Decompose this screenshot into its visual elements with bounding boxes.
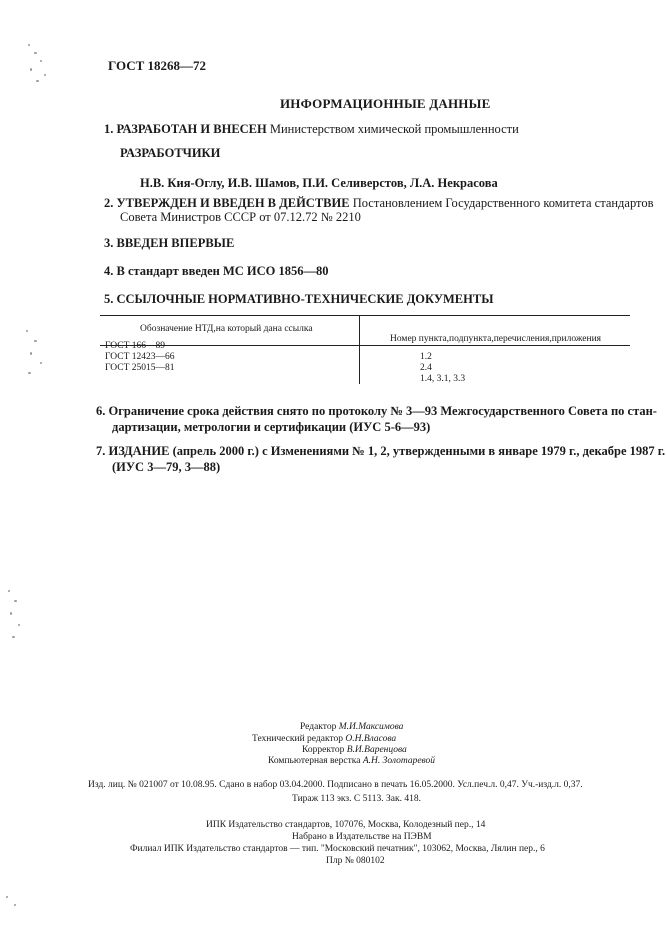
imprint-license-line: Изд. лиц. № 021007 от 10.08.95. Сдано в набор 03.04.2000. Подписано в печать 16.05.2000. Усл.печ.л. 0,47. Уч.-изд.л. 0,37. xyxy=(88,780,583,790)
imprint-name: М.И.Максимова xyxy=(338,722,404,732)
section-heading: ССЫЛОЧНЫЕ НОРМАТИВНО-ТЕХНИЧЕСКИЕ ДОКУМЕНТЫ xyxy=(116,292,494,306)
table-col-ref xyxy=(105,341,175,374)
section-number: 7. xyxy=(96,444,106,458)
section-4 xyxy=(104,264,329,279)
table-header-ref: Обозначение НТД,на который дана ссылка xyxy=(140,324,313,334)
doc-id-header: ГОСТ 18268—72 xyxy=(108,58,207,73)
imprint-branch-line: Филиал ИПК Издательство стандартов — тип. "Московский печатник", 103062, Москва, Лялин пер., 6 xyxy=(130,844,545,854)
section-number: 5. xyxy=(104,292,114,306)
section-number: 2. xyxy=(104,196,114,210)
section-number: 4. xyxy=(104,264,114,278)
imprint-plr-line: Плр № 080102 xyxy=(326,856,385,866)
imprint-tech-editor xyxy=(252,734,396,744)
section-number: 3. xyxy=(104,236,114,250)
developers-list: Н.В. Кия-Оглу, И.В. Шамов, П.И. Селиверстов, Л.А. Некрасова xyxy=(140,176,498,190)
imprint-label: Корректор xyxy=(302,745,345,755)
section-3 xyxy=(104,236,234,251)
section-number: 1. xyxy=(104,122,114,136)
table-cell-clause: 2.4 xyxy=(420,363,432,373)
imprint-print-line: Тираж 113 экз. С 5113. Зак. 418. xyxy=(292,794,421,804)
section-2 xyxy=(104,196,654,211)
section-heading: УТВЕРЖДЕН И ВВЕДЕН В ДЕЙСТВИЕ xyxy=(116,196,350,210)
imprint-editor xyxy=(300,722,403,732)
table-header-clause: Номер пункта,подпункта,перечисления,приложения xyxy=(390,334,602,344)
page-title: ИНФОРМАЦИОННЫЕ ДАННЫЕ xyxy=(280,96,491,111)
section-2-line-2: Совета Министров СССР от 07.12.72 № 2210 xyxy=(120,210,361,224)
section-heading: ИЗДАНИЕ xyxy=(108,444,170,458)
table-cell-ref: ГОСТ 166—89 xyxy=(105,341,165,351)
table-cell-ref: ГОСТ 25015—81 xyxy=(105,363,175,373)
imprint-layout xyxy=(268,756,435,766)
imprint-ipk-line: ИПК Издательство стандартов, 107076, Москва, Колодезный пер., 14 xyxy=(206,820,486,830)
section-text: Ограничение срока действия снято по протоколу № 3—93 Межгосударственного Совета по стан- xyxy=(108,404,657,418)
imprint-label: Технический редактор xyxy=(252,734,343,744)
section-text: В стандарт введен МС ИСО 1856—80 xyxy=(116,264,329,278)
section-5 xyxy=(104,292,493,307)
section-7 xyxy=(96,444,665,459)
imprint-label: Редактор xyxy=(300,722,337,732)
table-cell-ref: ГОСТ 12423—66 xyxy=(105,352,175,362)
section-heading: РАЗРАБОТАН И ВНЕСЕН xyxy=(116,122,267,136)
imprint-label: Компьютерная верстка xyxy=(268,756,361,766)
table-col-clause xyxy=(420,352,465,385)
section-6-line-2: дартизации, метрологии и сертификации (ИУС 5-6—93) xyxy=(112,420,431,434)
table-column-divider xyxy=(359,315,360,384)
imprint-corrector xyxy=(302,745,407,755)
imprint-name: В.И.Варенцова xyxy=(346,745,407,755)
section-number: 6. xyxy=(96,404,106,418)
section-7-line-2: (ИУС 3—79, 3—88) xyxy=(112,460,221,474)
section-heading: ВВЕДЕН ВПЕРВЫЕ xyxy=(116,236,235,250)
section-text: (апрель 2000 г.) с Изменениями № 1, 2, утвержденными в январе 1979 г., декабре 1987 г. xyxy=(172,444,666,458)
table-cell-clause: 1.4, 3.1, 3.3 xyxy=(420,374,466,384)
section-1 xyxy=(104,122,519,137)
table-header-rule xyxy=(100,345,630,346)
table-cell-clause: 1.2 xyxy=(420,352,432,362)
imprint-name: А.Н. Золотаревой xyxy=(362,756,436,766)
imprint-typeset-line: Набрано в Издательстве на ПЭВМ xyxy=(292,832,432,842)
section-text: Министерством химической промышленности xyxy=(269,122,519,136)
table-top-rule xyxy=(100,315,630,316)
section-text: Постановлением Государственного комитета стандартов xyxy=(352,196,654,210)
section-6 xyxy=(96,404,657,419)
developers-label: РАЗРАБОТЧИКИ xyxy=(120,146,221,160)
imprint-name: О.Н.Власова xyxy=(345,734,397,744)
